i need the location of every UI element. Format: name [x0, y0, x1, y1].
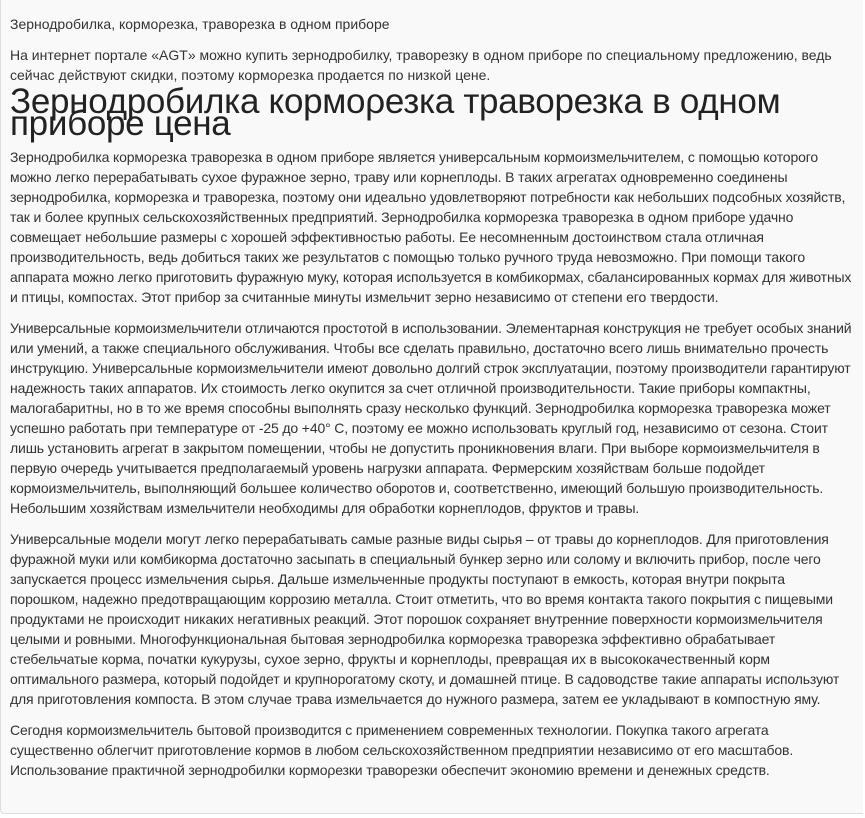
article-paragraph-3: Универсальные модели могут легко перерабатывать самые разные виды сырья – от травы до корнеплодов. Для приготовления фуражной муки или комбикорма достаточно засыпать в специальный бункер зерно или солому и включить прибор, после чего запускается процесс измельчения сырья. Дальше измельченные продукты поступают в емкость, которая внутри покрыта порошком, надежно предотвращающим коррозию металла. Стоит отметить, что во время контакта такого покрытия с пищевыми продуктами не происходит никаких негативных реакций. Этот порошок сохраняет внутренние поверхности кормоизмельчителя целыми и ровными. Многофункциональная бытовая зернодробилка кормορезка траворезка эффективно обрабатывает стебельчатые корма, початки кукурузы, сухое зерно, фрукты и корнеплоды, превращая их в высококачественный корм оптимального размера, который подойдет и крупнорогатому скоту, и домашней птице. В садоводстве такие аппараты используют для приготовления компоста. В этом случае трава измельчается до нужного размера, затем ее укладывают в компостную яму. [10, 531, 840, 707]
article-paragraph-1: Зернодробилка кормορезка траворезка в одном приборе является универсальным кормоизмельчителем, с помощью которого можно легко перерабатывать сухое фуражное зерно, траву или корнеплоды. В таких агрегатах одновременно соединены зернодробилка, кормορезка и траворезка, поэтому они идеально удовлетворяют потребности как небольших подсобных хозяйств, так и более крупных сельскохозяйственных предприятий. Зернодробилка кормορезка траворезка в одном приборе удачно совмещает небольшие размеры с хорошей эффективностью работы. Ее несомненным достоинством стала отличная производительность, ведь добиться таких же результатов с помощью только ручного труда невозможно. При помощи такого аппарата можно легко приготовить фуражную муку, которая используется в комбикормах, сбалансированных кормах для животных и птицы, компостах. Этот прибор за считанные минуты измельчит зерно независимо от степени его твердости. [10, 149, 852, 305]
article-paragraph-4: Сегодня кормоизмельчитель бытовой производится с применением современных технологии. Покупка такого агрегата существенно облегчит приготовление кормов в любом сельскохозяйственном предприятии независимо от его масштабов. Использование практичной зернодробилки кормορезки траворезки обеспечит экономию времени и денежных средств. [10, 722, 794, 778]
article-heading: Зернодробилка кормορезка траворезка в одном приборе цена [10, 82, 781, 143]
article-paragraph-2: Универсальные кормоизмельчители отличаются простотой в использовании. Элементарная конструкция не требует особых знаний или умений, а также специального обслуживания. Чтобы все сделать правильно, достаточно всего лишь внимательно прочесть инструкцию. Универсальные кормоизмельчители имеют довольно долгий строк эксплуатации, поэтому производители гарантируют надежность таких аппаратов. Их стоимость легко окупится за счет отличной производительности. Такие приборы компактны, малогабаритны, но в то же время способны выполнять сразу несколько функций. Зернодробилка кормορезка траворезка может успешно работать при температуре от -25 до +40° C, поэтому ее можно использовать круглый год, независимо от сезона. Стоит лишь установить агрегат в закрытом помещении, чтобы не допустить проникновения влаги. При выборе кормоизмельчителя в первую очередь учитывается предполагаемый уровень нагрузки аппарата. Фермерским хозяйствам больше подойдет кормоизмельчитель, выполняющий большее количество оборотов и, соответственно, имеющий большую производительность. Небольшим хозяйствам измельчители необходимы для обработки корнеплодов, фруктов и травы. [10, 320, 852, 516]
intro-title: Зернодробилка, кормορезка, траворезка в одном приборе [10, 16, 390, 32]
intro-text: На интернет портале «AGT» можно купить зернодробилку, траворезку в одном приборе по специальному предложению, ведь сейчас действуют скидки, поэтому кормορезка продается по низкой цене. [10, 47, 832, 83]
